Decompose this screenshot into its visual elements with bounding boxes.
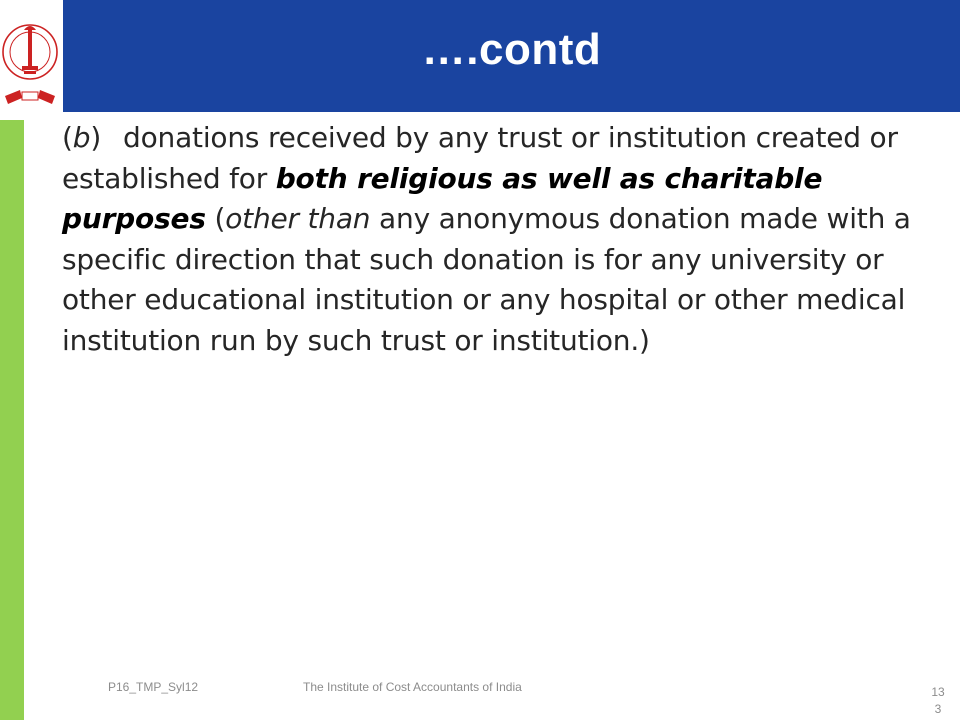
footer-code: P16_TMP_Syl12 [108, 680, 199, 694]
clause-label: (b) [62, 121, 102, 154]
title-bar [63, 0, 960, 112]
clause-text-3: any anonymous donation made with a specific direction that such donation is for any university or other educational institution or any hospital or other medical institution run by such trust or institution.) [62, 202, 911, 357]
clause-text-2: ( [205, 202, 226, 235]
slide-title: ….contd [421, 25, 602, 74]
institute-seal-icon [0, 0, 63, 112]
logo [0, 0, 63, 112]
clause-emphasis: both religious as well as charitable purposes [62, 161, 823, 235]
footer-organization: The Institute of Cost Accountants of India [303, 680, 522, 694]
accent-bar [0, 120, 24, 720]
page-number: 133 [931, 685, 945, 716]
clause-italic: other than [225, 202, 371, 235]
clause-text-1: donations received by any trust or institution created or established for [62, 121, 898, 195]
slide-body [62, 118, 922, 361]
clause-paragraph [62, 118, 922, 361]
